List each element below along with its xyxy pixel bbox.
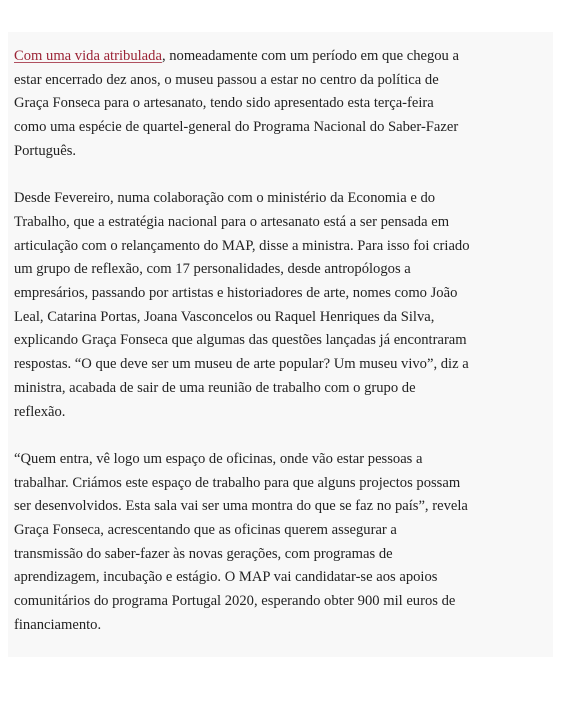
text-line: Leal, Catarina Portas, Joana Vasconcelos ou Raquel Henriques da Silva, — [14, 308, 435, 325]
text-fragment: , nomeadamente com um período em que chegou a — [161, 48, 459, 64]
text-line: respostas. “O que deve ser um museu de arte popular? Um museu vivo”, diz a — [14, 356, 469, 373]
text-line: “Quem entra, vê logo um espaço de oficinas, onde vão estar pessoas a — [14, 450, 423, 467]
text-line: articulação com o relançamento do MAP, disse a ministra. Para isso foi criado — [14, 237, 470, 254]
article-body — [8, 32, 553, 657]
text-line: comunitários do programa Portugal 2020, esperando obter 900 mil euros de — [14, 593, 456, 610]
text-line: reflexão. — [14, 403, 66, 420]
text-line: ser desenvolvidos. Esta sala vai ser uma montra do que se faz no país”, revela — [14, 498, 468, 515]
text-line: Graça Fonseca para o artesanato, tendo sido apresentado esta terça-feira — [14, 95, 434, 112]
paragraph-3 — [14, 448, 553, 638]
text-line: Trabalho, que a estratégia nacional para o artesanato está a ser pensada em — [14, 213, 450, 230]
text-line: transmissão do saber-fazer às novas gerações, com programas de — [14, 545, 393, 562]
text-line: Graça Fonseca, acrescentando que as oficinas querem assegurar a — [14, 522, 397, 539]
article-link[interactable]: Com uma vida atribulada — [14, 48, 162, 64]
text-line: trabalhar. Criámos este espaço de trabalho para que alguns projectos possam — [14, 474, 461, 491]
paragraph-2 — [14, 187, 553, 424]
text-line: Desde Fevereiro, numa colaboração com o ministério da Economia e do — [14, 190, 436, 207]
text-line: explicando Graça Fonseca que algumas das questões lançadas já encontraram — [14, 332, 467, 349]
text-line: estar encerrado dez anos, o museu passou a estar no centro da política de — [14, 71, 439, 88]
text-line: ministra, acabada de sair de uma reunião de trabalho com o grupo de — [14, 379, 416, 396]
text-line: financiamento. — [14, 616, 102, 633]
paragraph-1 — [14, 45, 553, 164]
text-line: empresários, passando por artistas e historiadores de arte, nomes como João — [14, 285, 458, 302]
text-line: um grupo de reflexão, com 17 personalidades, desde antropólogos a — [14, 261, 411, 278]
text-line: Português. — [14, 142, 77, 159]
text-line: aprendizagem, incubação e estágio. O MAP vai candidatar-se aos apoios — [14, 569, 438, 586]
text-line: como uma espécie de quartel-general do Programa Nacional do Saber-Fazer — [14, 119, 459, 136]
text-line — [14, 45, 553, 69]
